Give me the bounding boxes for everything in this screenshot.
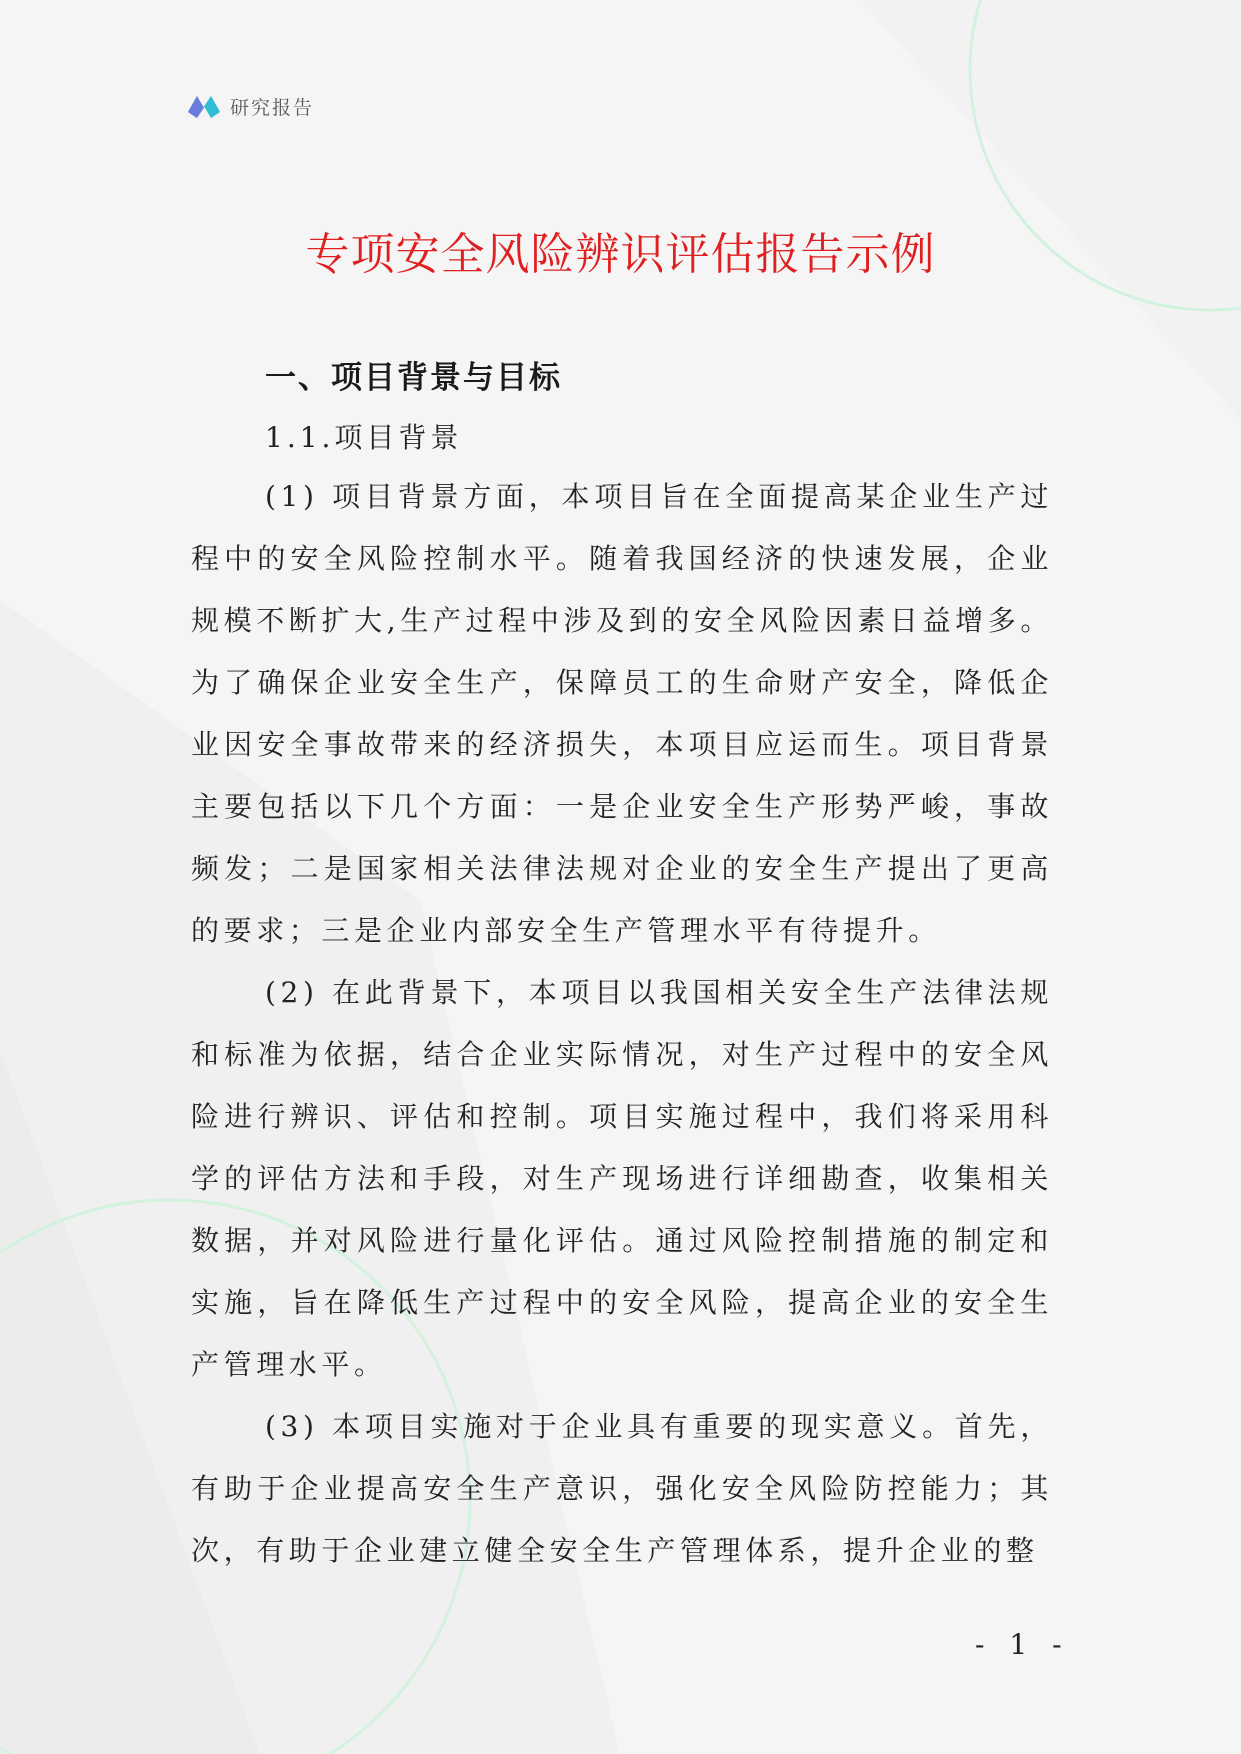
- document-title: 专项安全风险辨识评估报告示例: [305, 229, 936, 280]
- brand-label: 研究报告: [230, 96, 315, 119]
- paragraph-2: (2) 在此背景下，本项目以我国相关安全生产法律法规和标准为依据，结合企业实际情况，对生产过程中的安全风险进行辨识、评估和控制。项目实施过程中，我们将采用科学的评估方法和手段，对生产现场进行详细勘查，收集相关数据，并对风险进行量化评估。通过风险控制措施的制定和实施，旨在降低生产过程中的安全风险，提高企业的安全生产管理水平。: [191, 976, 1053, 1381]
- subsection-heading: 1.1.项目背景: [265, 421, 463, 454]
- page-number: - 1 -: [975, 1628, 1070, 1661]
- paragraph-3: (3) 本项目实施对于企业具有重要的现实意义。首先，有助于企业提高安全生产意识，强化安全风险防控能力；其次，有助于企业建立健全安全生产管理体系，提升企业的整: [191, 1410, 1053, 1567]
- document-body: [191, 350, 1053, 1582]
- paragraph-1: (1) 项目背景方面，本项目旨在全面提高某企业生产过程中的安全风险控制水平。随着我国经济的快速发展，企业规模不断扩大,生产过程中涉及到的安全风险因素日益增多。为了确保企业安全生产，保障员工的生命财产安全，降低企业因安全事故带来的经济损失，本项目应运而生。项目背景主要包括以下几个方面：一是企业安全生产形势严峻，事故频发；二是国家相关法律法规对企业的安全生产提出了更高的要求；三是企业内部安全生产管理水平有待提升。: [191, 480, 1053, 947]
- report-header: [186, 88, 314, 124]
- brand-logo-icon: [186, 90, 222, 122]
- section-heading: 一、项目背景与目标: [265, 360, 562, 396]
